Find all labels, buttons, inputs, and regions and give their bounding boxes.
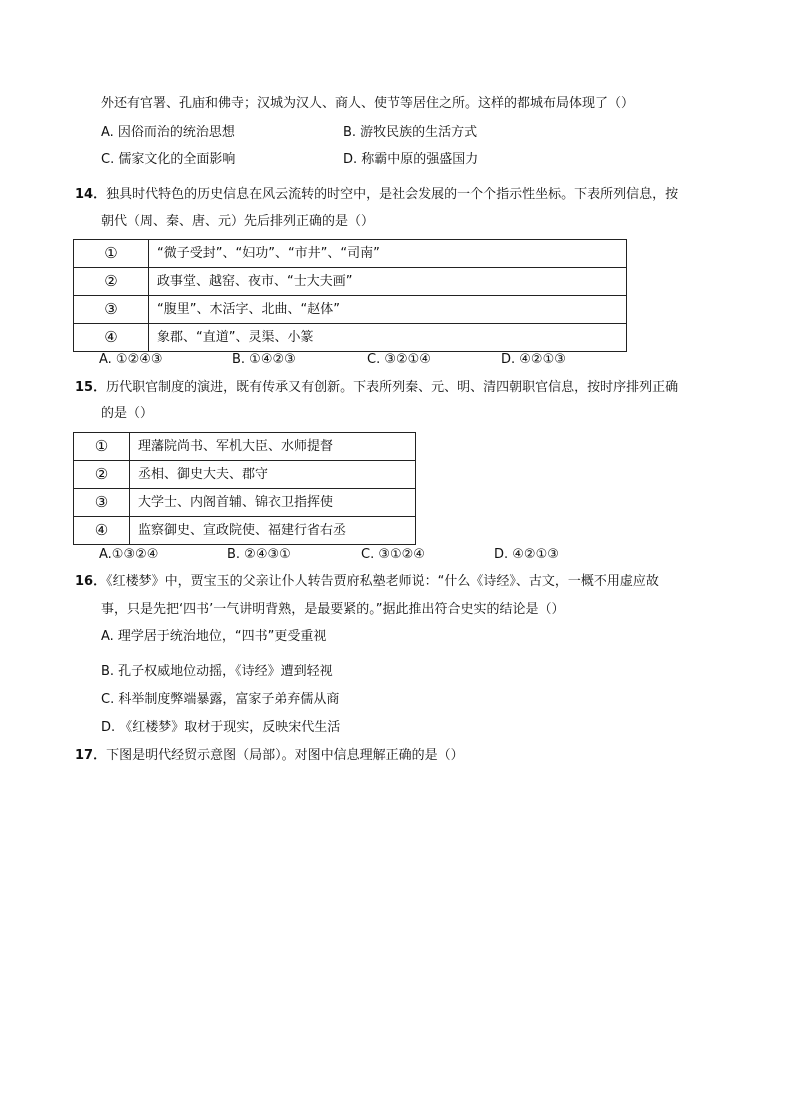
q14-option-d[interactable]: D. ④②①③ bbox=[501, 352, 566, 367]
q17-number: 17． bbox=[75, 748, 107, 763]
q16-option-a[interactable]: A. 理学居于统治地位，“四书”更受重视 bbox=[101, 629, 327, 644]
q16-stem-line1 bbox=[75, 572, 659, 592]
q14-option-a[interactable]: A. ①②④③ bbox=[99, 352, 163, 367]
q14-stem-line1 bbox=[75, 185, 678, 205]
q17-stem bbox=[75, 746, 464, 766]
q16-option-d[interactable]: D. 《红楼梦》取材于现实，反映宋代生活 bbox=[101, 720, 341, 735]
q14-row1-text: “微子受封”、“妇功”、“市井”、“司南” bbox=[149, 240, 627, 268]
q15-row4-num: ④ bbox=[74, 517, 130, 545]
q14-option-b[interactable]: B. ①④②③ bbox=[232, 352, 296, 367]
q14-row1-num: ① bbox=[74, 240, 149, 268]
q14-row3-num: ③ bbox=[74, 296, 149, 324]
q15-row3-text: 大学士、内阁首辅、锦衣卫指挥使 bbox=[130, 489, 416, 517]
q14-table bbox=[73, 239, 627, 352]
q14-option-c[interactable]: C. ③②①④ bbox=[367, 352, 431, 367]
q15-option-b[interactable]: B. ②④③① bbox=[227, 547, 291, 562]
q13-stem-tail: 外还有官署、孔庙和佛寺；汉城为汉人、商人、使节等居住之所。这样的都城布局体现了（） bbox=[101, 96, 635, 111]
q15-row4-text: 监察御史、宣政院使、福建行省右丞 bbox=[130, 517, 416, 545]
q15-option-a[interactable]: A.①③②④ bbox=[99, 547, 159, 562]
table-row bbox=[74, 517, 416, 545]
q15-row3-num: ③ bbox=[74, 489, 130, 517]
q15-stem-line2: 的是（） bbox=[101, 406, 154, 421]
q16-option-b[interactable]: B. 孔子权威地位动摇，《诗经》遭到轻视 bbox=[101, 664, 333, 679]
q15-stem-line1 bbox=[75, 378, 678, 398]
q15-stem-text: 历代职官制度的演进，既有传承又有创新。下表所列秦、元、明、清四朝职官信息，按时序排列正确 bbox=[106, 380, 679, 395]
q13-option-d[interactable]: D. 称霸中原的强盛国力 bbox=[343, 152, 479, 167]
q15-row1-text: 理藩院尚书、军机大臣、水师提督 bbox=[130, 433, 416, 461]
q15-number: 15． bbox=[75, 380, 107, 395]
q15-option-d[interactable]: D. ④②①③ bbox=[494, 547, 559, 562]
q13-option-c[interactable]: C. 儒家文化的全面影响 bbox=[101, 152, 236, 167]
table-row bbox=[74, 461, 416, 489]
table-row bbox=[74, 489, 416, 517]
q14-number: 14． bbox=[75, 187, 107, 202]
q13-option-a[interactable]: A. 因俗而治的统治思想 bbox=[101, 125, 235, 140]
q16-stem-line2: 事，只是先把‘四书’一气讲明背熟，是最要紧的。”据此推出符合史实的结论是（） bbox=[101, 602, 565, 617]
q15-row2-text: 丞相、御史大夫、郡守 bbox=[130, 461, 416, 489]
q14-row3-text: “腹里”、木活字、北曲、“赵体” bbox=[149, 296, 627, 324]
q14-row4-num: ④ bbox=[74, 324, 149, 352]
q17-stem-text: 下图是明代经贸示意图（局部）。对图中信息理解正确的是（） bbox=[106, 748, 464, 763]
table-row bbox=[74, 268, 627, 296]
table-row bbox=[74, 324, 627, 352]
q16-option-c[interactable]: C. 科举制度弊端暴露，富家子弟弃儒从商 bbox=[101, 692, 340, 707]
table-row bbox=[74, 296, 627, 324]
q15-row2-num: ② bbox=[74, 461, 130, 489]
q16-number: 16． bbox=[75, 574, 107, 589]
q14-stem-line2: 朝代（周、秦、唐、元）先后排列正确的是（） bbox=[101, 214, 375, 229]
q14-row4-text: 象郡、“直道”、灵渠、小篆 bbox=[149, 324, 627, 352]
q14-row2-num: ② bbox=[74, 268, 149, 296]
q14-row2-text: 政事堂、越窑、夜市、“士大夫画” bbox=[149, 268, 627, 296]
table-row bbox=[74, 240, 627, 268]
table-row bbox=[74, 433, 416, 461]
q14-stem-text: 独具时代特色的历史信息在风云流转的时空中，是社会发展的一个个指示性坐标。下表所列信息，按 bbox=[106, 187, 679, 202]
q13-option-b[interactable]: B. 游牧民族的生活方式 bbox=[343, 125, 478, 140]
q15-option-c[interactable]: C. ③①②④ bbox=[361, 547, 425, 562]
q15-row1-num: ① bbox=[74, 433, 130, 461]
q16-stem-text: 《红楼梦》中，贾宝玉的父亲让仆人转告贾府私塾老师说：“什么《诗经》、古文，一概不用虚应故 bbox=[106, 574, 659, 589]
q15-table bbox=[73, 432, 416, 545]
